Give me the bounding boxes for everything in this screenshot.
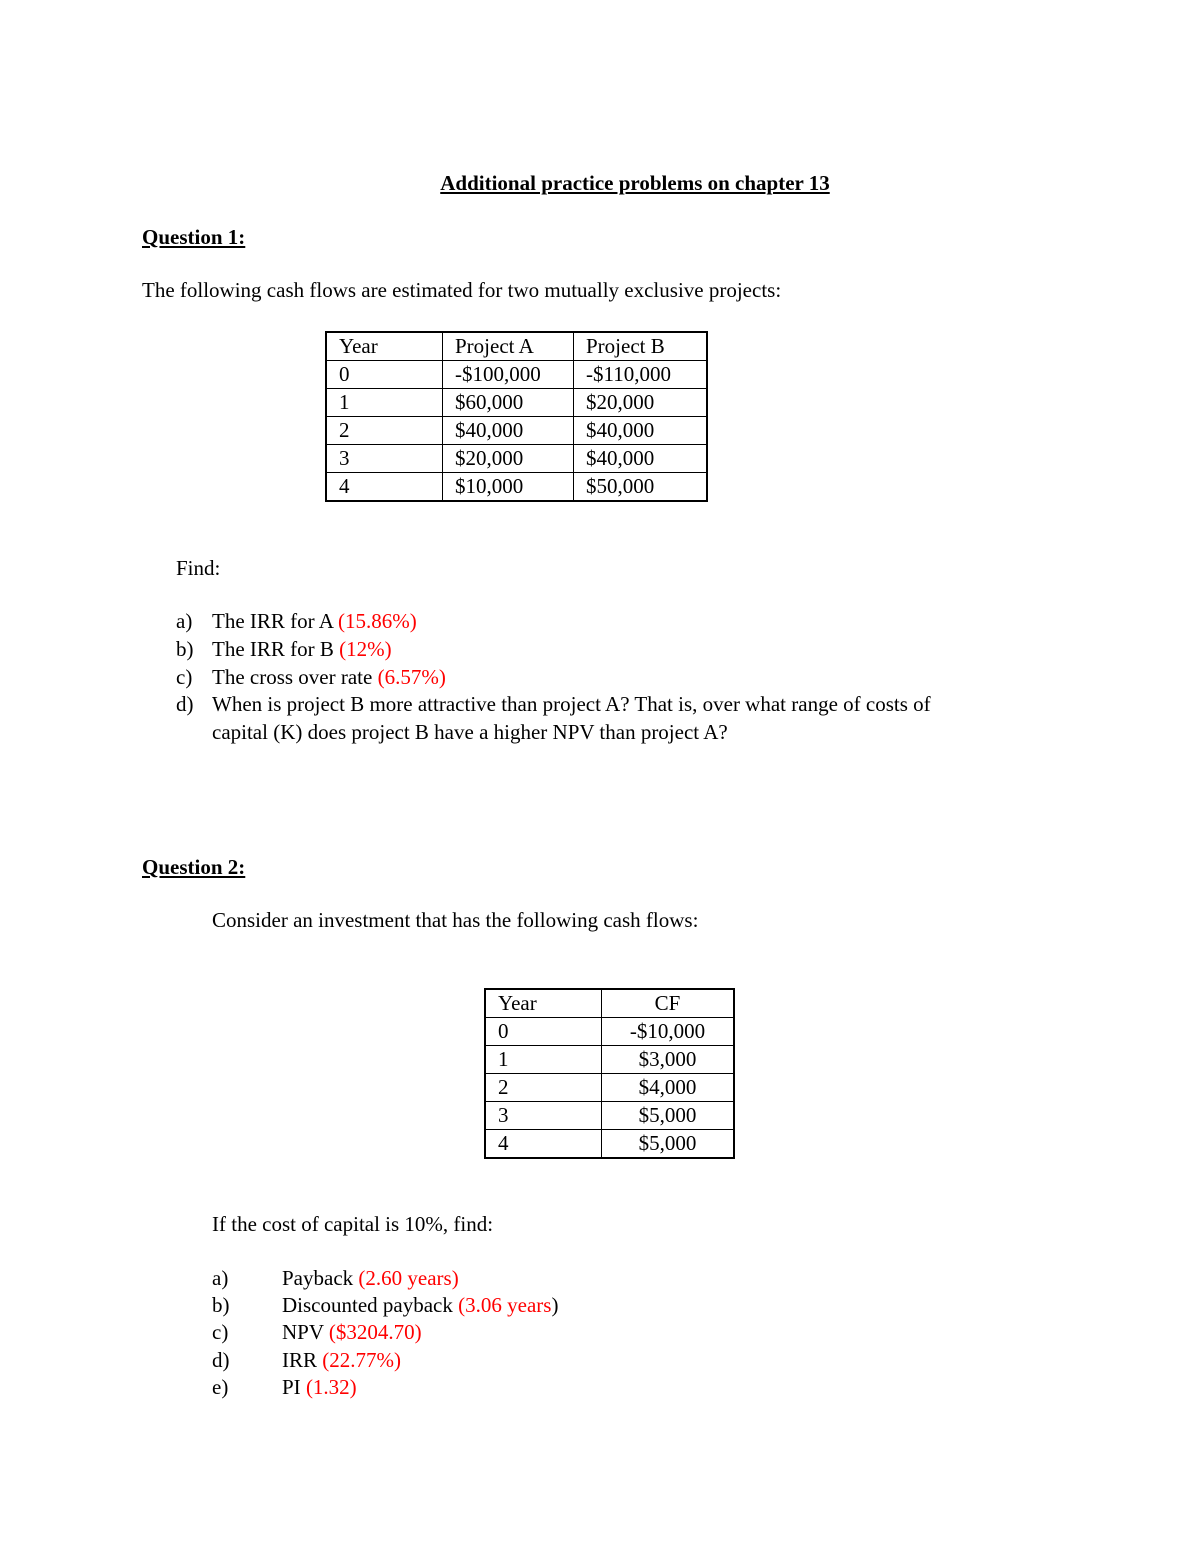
header-cell: Project B bbox=[574, 332, 708, 361]
table-cell: $20,000 bbox=[443, 445, 574, 473]
table-cell: 3 bbox=[326, 445, 443, 473]
item-answer: (2.60 years) bbox=[358, 1266, 459, 1290]
question-2-heading: Question 2: bbox=[142, 855, 246, 879]
header-cell: CF bbox=[602, 989, 735, 1018]
table-cell: $60,000 bbox=[443, 389, 574, 417]
table-cell: $20,000 bbox=[574, 389, 708, 417]
page-title: Additional practice problems on chapter 13 bbox=[440, 171, 830, 195]
table-row bbox=[326, 445, 707, 473]
item-label: e) bbox=[212, 1375, 229, 1399]
table-row bbox=[485, 1046, 734, 1074]
item-text: When is project B more attractive than project A? That is, over what range of costs of bbox=[212, 692, 931, 716]
item-label: c) bbox=[212, 1320, 229, 1344]
table-cell: $5,000 bbox=[602, 1102, 735, 1130]
table-header-row bbox=[485, 989, 734, 1018]
table-cell: $10,000 bbox=[443, 473, 574, 502]
item-text-continued: capital (K) does project B have a higher NPV than project A? bbox=[212, 720, 728, 744]
item-text: The IRR for B bbox=[212, 637, 340, 661]
table-cell: $40,000 bbox=[574, 417, 708, 445]
item-label: a) bbox=[176, 609, 193, 633]
cash-flow-table-q1 bbox=[325, 331, 708, 502]
item-answer: (3.06 years bbox=[458, 1293, 552, 1317]
item-label: a) bbox=[212, 1266, 229, 1290]
table-cell: -$110,000 bbox=[574, 361, 708, 389]
item-text: The cross over rate bbox=[212, 665, 378, 689]
table-row bbox=[485, 1102, 734, 1130]
table-cell: $40,000 bbox=[443, 417, 574, 445]
item-text: IRR bbox=[282, 1348, 323, 1372]
item-text: PI bbox=[282, 1375, 306, 1399]
table-cell: 2 bbox=[485, 1074, 602, 1102]
item-label: b) bbox=[212, 1293, 230, 1317]
table-row bbox=[485, 1130, 734, 1159]
header-cell: Project A bbox=[443, 332, 574, 361]
table-cell: 3 bbox=[485, 1102, 602, 1130]
item-tail: ) bbox=[551, 1293, 559, 1317]
table-cell: 4 bbox=[485, 1130, 602, 1159]
table-row bbox=[326, 473, 707, 502]
item-label: c) bbox=[176, 665, 193, 689]
table-row bbox=[326, 389, 707, 417]
table-cell: $3,000 bbox=[602, 1046, 735, 1074]
table-cell: $4,000 bbox=[602, 1074, 735, 1102]
table-cell: 0 bbox=[326, 361, 443, 389]
question-1-find: Find: bbox=[176, 556, 221, 580]
table-cell: 1 bbox=[485, 1046, 602, 1074]
table-cell: -$10,000 bbox=[602, 1018, 735, 1046]
table-cell: $50,000 bbox=[574, 473, 708, 502]
header-cell: Year bbox=[485, 989, 602, 1018]
item-answer: (22.77%) bbox=[322, 1348, 401, 1372]
item-label: d) bbox=[212, 1348, 230, 1372]
item-label: d) bbox=[176, 692, 194, 716]
item-answer: (1.32) bbox=[305, 1375, 357, 1399]
table-cell: $5,000 bbox=[602, 1130, 735, 1159]
cash-flow-table-q2 bbox=[484, 988, 735, 1159]
item-text: The IRR for A bbox=[212, 609, 338, 633]
table-row bbox=[485, 1018, 734, 1046]
table-row bbox=[326, 417, 707, 445]
question-1-intro: The following cash flows are estimated for two mutually exclusive projects: bbox=[142, 278, 782, 302]
question-2-intro: Consider an investment that has the following cash flows: bbox=[212, 908, 699, 932]
table-cell: 0 bbox=[485, 1018, 602, 1046]
item-text: Payback bbox=[282, 1266, 359, 1290]
table-cell: 1 bbox=[326, 389, 443, 417]
table-cell: -$100,000 bbox=[443, 361, 574, 389]
table-header-row bbox=[326, 332, 707, 361]
item-answer: (15.86%) bbox=[338, 609, 417, 633]
item-text: NPV bbox=[282, 1320, 329, 1344]
table-cell: $40,000 bbox=[574, 445, 708, 473]
item-answer: ($3204.70) bbox=[328, 1320, 422, 1344]
item-answer: (12%) bbox=[339, 637, 392, 661]
table-cell: 2 bbox=[326, 417, 443, 445]
item-label: b) bbox=[176, 637, 194, 661]
header-cell: Year bbox=[326, 332, 443, 361]
item-text: Discounted payback bbox=[282, 1293, 459, 1317]
table-cell: 4 bbox=[326, 473, 443, 502]
question-1-heading: Question 1: bbox=[142, 225, 246, 249]
item-answer: (6.57%) bbox=[377, 665, 446, 689]
question-2-find: If the cost of capital is 10%, find: bbox=[212, 1212, 494, 1236]
table-row bbox=[485, 1074, 734, 1102]
table-row bbox=[326, 361, 707, 389]
